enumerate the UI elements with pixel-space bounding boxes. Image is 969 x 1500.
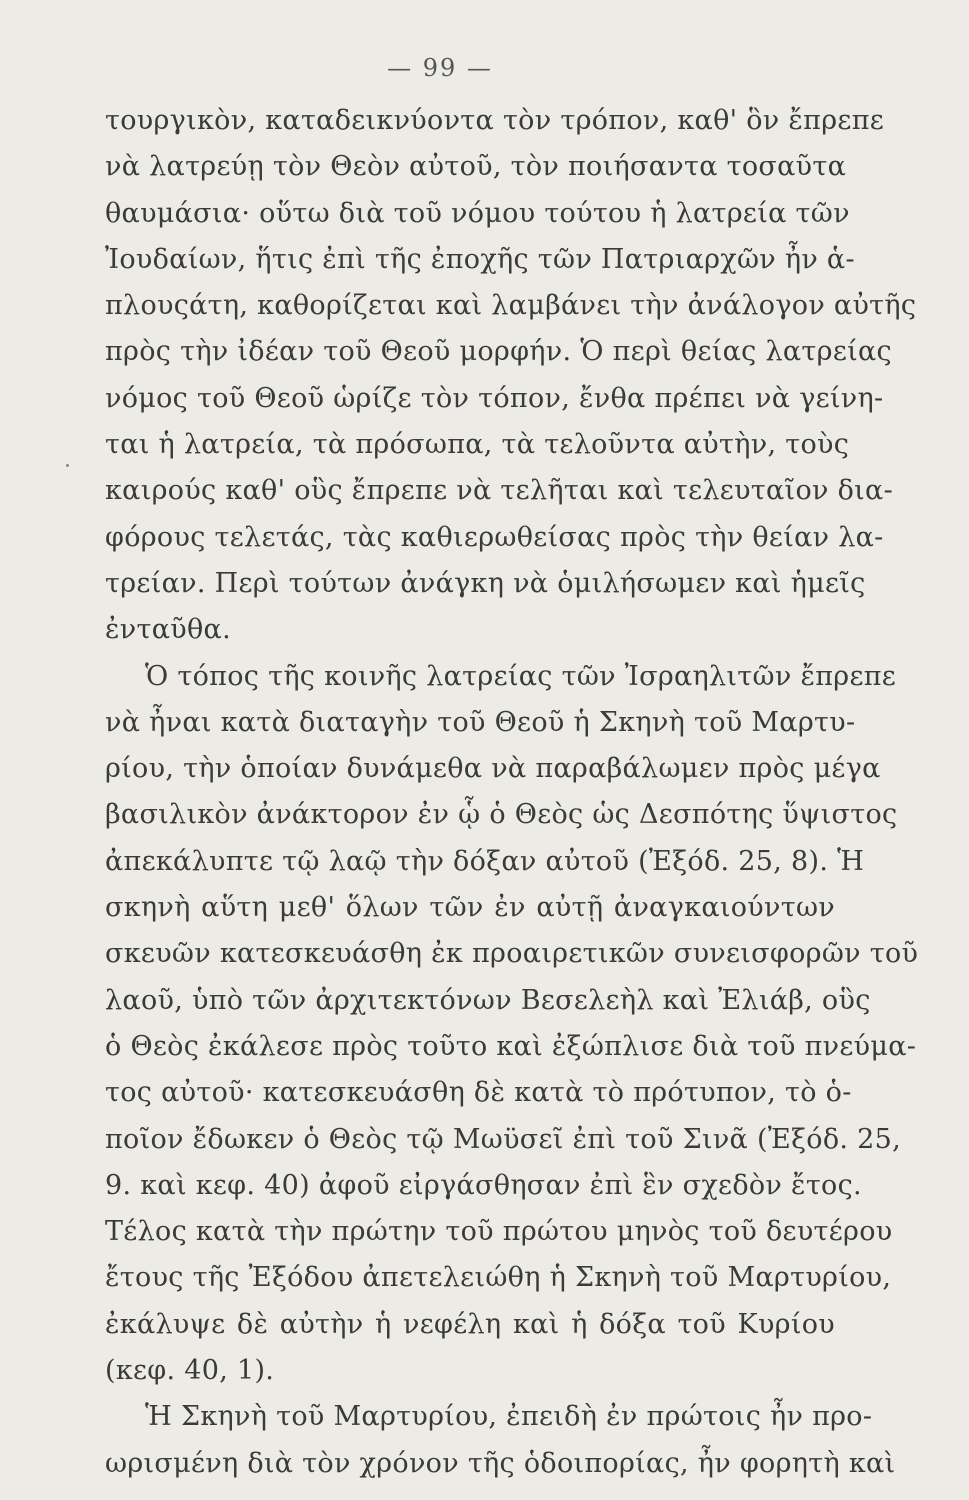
text-line: Ἡ Σκηνὴ τοῦ Μαρτυρίου, ἐπειδὴ ἐν πρώτοις ἦν προ- (145, 1401, 873, 1433)
text-line: τος αὐτοῦ· κατεσκευάσθη δὲ κατὰ τὸ πρότυπον, τὸ ὁ- (105, 1077, 852, 1109)
text-line: Τέλος κατὰ τὴν πρώτην τοῦ πρώτου μηνὸς τοῦ δευτέρου (105, 1216, 893, 1248)
text-line: πλουςάτη, καθορίζεται καὶ λαμβάνει τὴν ἀνάλογον αὐτῆς (105, 290, 917, 322)
text-line: σκηνὴ αὕτη μεθ' ὅλων τῶν ἐν αὐτῇ ἀναγκαιούντων (105, 892, 835, 924)
text-line: ωρισμένη διὰ τὸν χρόνον τῆς ὁδοιπορίας, ἦν φορητὴ καὶ (105, 1447, 896, 1479)
text-line: τρείαν. Περὶ τούτων ἀνάγκη νὰ ὁμιλήσωμεν καὶ ἡμεῖς (105, 567, 866, 599)
text-line: καιρούς καθ' οὓς ἔπρεπε νὰ τελῆται καὶ τελευταῖον δια- (105, 475, 893, 507)
text-line: τουργικὸν, καταδεικνύοντα τὸν τρόπον, καθ' ὃν ἔπρεπε (105, 105, 885, 136)
text-line: θαυμάσια· οὕτω διὰ τοῦ νόμου τούτου ἡ λατρεία τῶν (105, 197, 850, 229)
text-line: φόρους τελετάς, τὰς καθιερωθείσας πρὸς τὴν θείαν λα- (105, 521, 884, 553)
text-line: πρὸς τὴν ἰδέαν τοῦ Θεοῦ μορφήν. Ὁ περὶ θείας λατρείας (105, 336, 892, 368)
text-line: ἔτους τῆς Ἐξόδου ἀπετελειώθη ἡ Σκηνὴ τοῦ Μαρτυρίου, (105, 1262, 892, 1294)
text-line: ται ἡ λατρεία, τὰ πρόσωπα, τὰ τελοῦντα αὐτὴν, τοὺς (105, 429, 850, 461)
text-line: βασιλικὸν ἀνάκτορον ἐν ᾧ ὁ Θεὸς ὡς Δεσπότης ὕψιστος (105, 799, 898, 831)
text-line: νόμος τοῦ Θεοῦ ὡρίζε τὸν τόπον, ἔνθα πρέπει νὰ γείνη- (105, 382, 884, 414)
text-line: ἐκάλυψε δὲ αὐτὴν ἡ νεφέλη καὶ ἡ δόξα τοῦ Κυρίου (105, 1308, 835, 1340)
text-line: Ὁ τόπος τῆς κοινῆς λατρείας τῶν Ἰσραηλιτῶν ἔπρεπε (145, 660, 897, 692)
text-line: ποῖον ἔδωκεν ὁ Θεὸς τῷ Μωϋσεῖ ἐπὶ τοῦ Σινᾶ (Ἐξόδ. 25, (105, 1123, 902, 1155)
text-line: Ἰουδαίων, ἥτις ἐπὶ τῆς ἐποχῆς τῶν Πατριαρχῶν ἦν ἁ- (105, 243, 855, 275)
page-number: — 99 — (387, 54, 493, 82)
body-text (105, 98, 919, 1487)
text-line: λαοῦ, ὑπὸ τῶν ἀρχιτεκτόνων Βεσελεὴλ καὶ Ἐλιάβ, οὓς (105, 984, 871, 1016)
text-line: 9. καὶ κεφ. 40) ἀφοῦ εἰργάσθησαν ἐπὶ ἓν σχεδὸν ἔτος. (105, 1169, 862, 1201)
text-line: νὰ ἦναι κατὰ διαταγὴν τοῦ Θεοῦ ἡ Σκηνὴ τοῦ Μαρτυ- (105, 706, 856, 738)
scan-speck (66, 464, 69, 467)
text-line: ὁ Θεὸς ἐκάλεσε πρὸς τοῦτο καὶ ἐξώπλισε διὰ τοῦ πνεύμα- (105, 1030, 917, 1062)
text-line: ἀπεκάλυπτε τῷ λαῷ τὴν δόξαν αὐτοῦ (Ἐξόδ. 25, 8). Ἡ (105, 845, 865, 877)
text-line: (κεφ. 40, 1). (105, 1355, 275, 1387)
text-line: ἐνταῦθα. (105, 614, 231, 646)
text-line: σκευῶν κατεσκευάσθη ἐκ προαιρετικῶν συνεισφορῶν τοῦ (105, 938, 919, 970)
text-line: ρίου, τὴν ὁποίαν δυνάμεθα νὰ παραβάλωμεν πρὸς μέγα (105, 753, 881, 785)
text-line: νὰ λατρεύῃ τὸν Θεὸν αὐτοῦ, τὸν ποιήσαντα τοσαῦτα (105, 151, 847, 183)
